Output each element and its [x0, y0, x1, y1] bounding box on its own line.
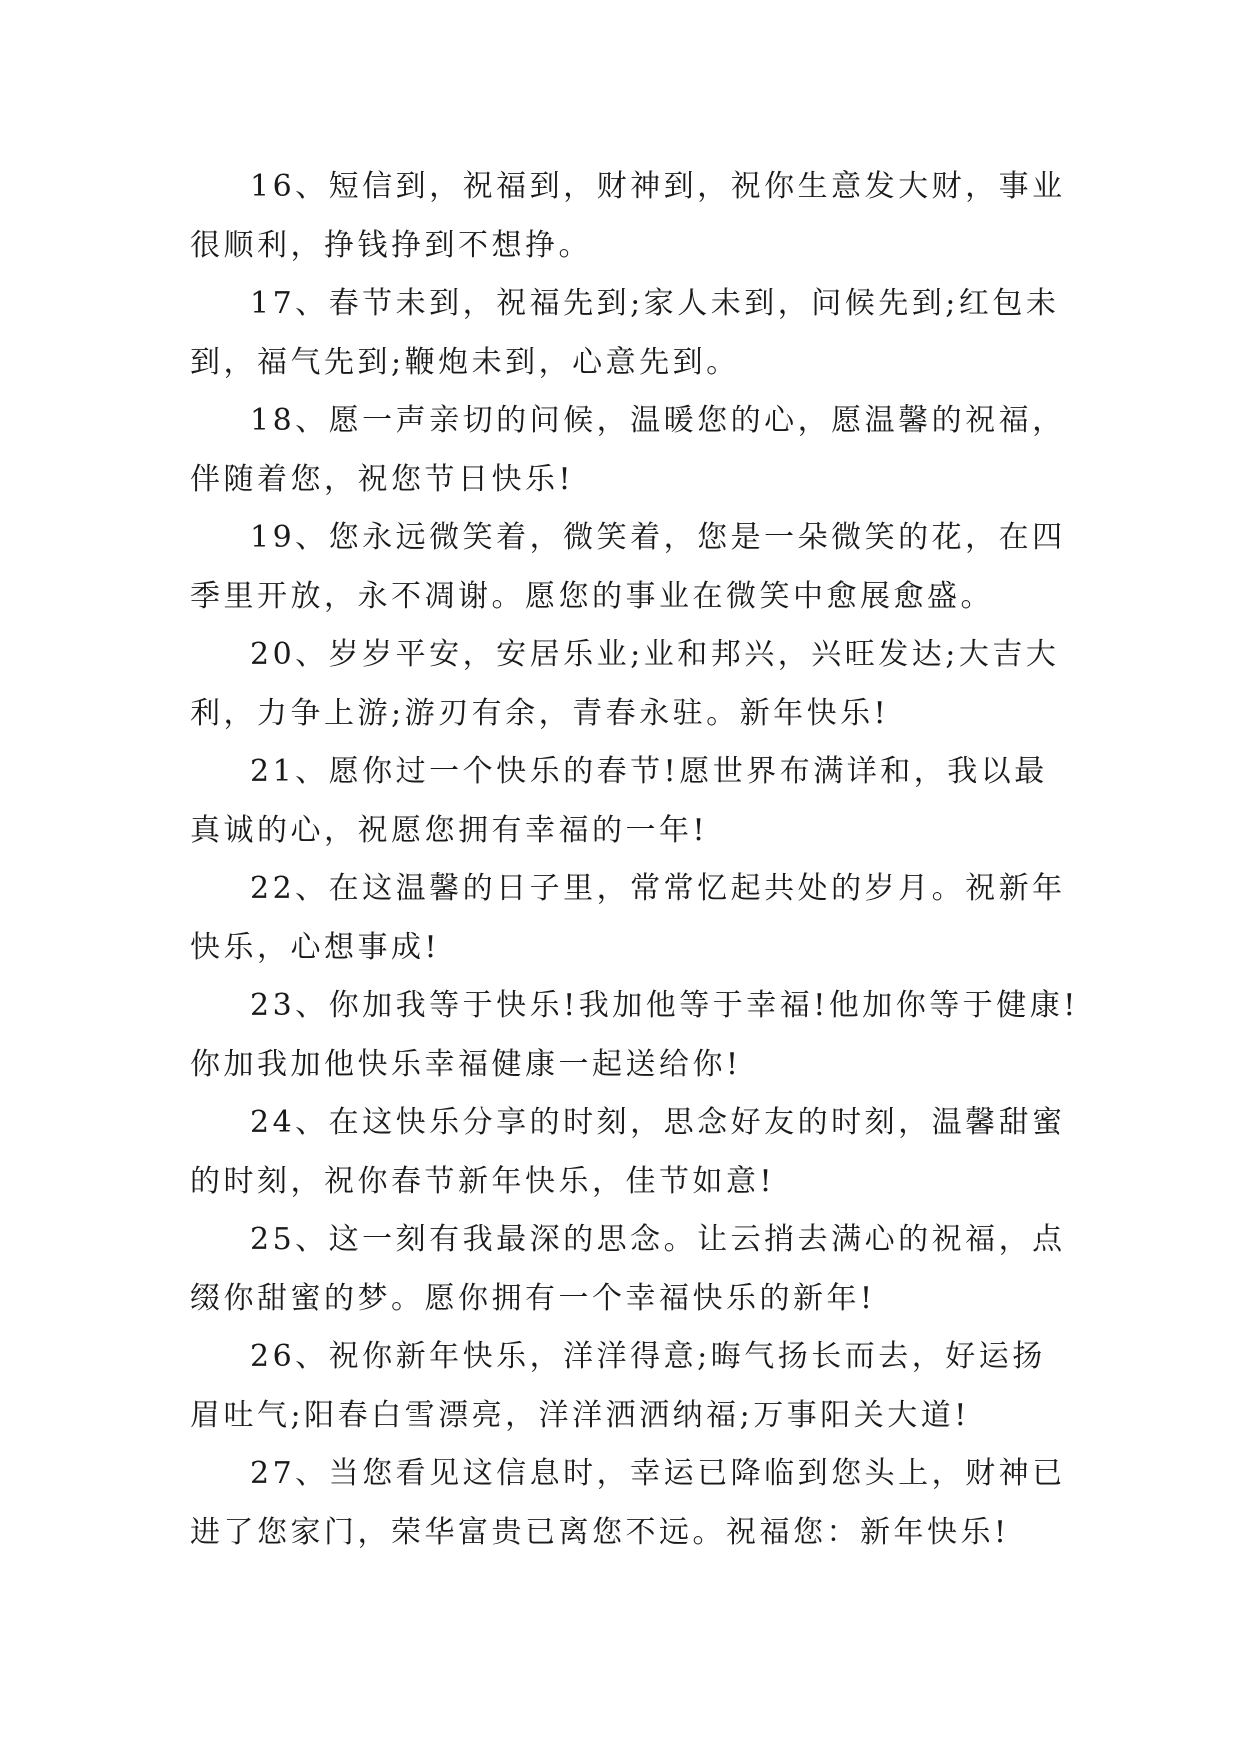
paragraph-line: 24、在这快乐分享的时刻，思念好友的时刻，温馨甜蜜 — [250, 1105, 1066, 1140]
paragraph-27 — [190, 1445, 1066, 1562]
paragraph-line: 真诚的心，祝愿您拥有幸福的一年! — [190, 812, 709, 848]
paragraph-24 — [190, 1094, 1066, 1211]
paragraph-line: 19、您永远微笑着，微笑着，您是一朵微笑的花，在四 — [250, 520, 1066, 555]
paragraph-16 — [190, 158, 1066, 275]
paragraph-20 — [190, 626, 1060, 743]
paragraph-line: 你加我加他快乐幸福健康一起送给你! — [190, 1046, 742, 1082]
paragraph-line: 到，福气先到;鞭炮未到，心意先到。 — [190, 344, 740, 380]
paragraph-line: 进了您家门，荣华富贵已离您不远。祝福您：新年快乐! — [190, 1514, 1010, 1550]
paragraph-line: 很顺利，挣钱挣到不想挣。 — [190, 227, 592, 263]
paragraph-22 — [190, 860, 1066, 977]
paragraph-line: 20、岁岁平安，安居乐业;业和邦兴，兴旺发达;大吉大 — [250, 637, 1060, 672]
paragraph-line: 23、你加我等于快乐!我加他等于幸福!他加你等于健康! — [250, 988, 1079, 1023]
paragraph-line: 快乐，心想事成! — [190, 929, 441, 965]
paragraph-line: 22、在这温馨的日子里，常常忆起共处的岁月。祝新年 — [250, 871, 1066, 906]
paragraph-line: 缀你甜蜜的梦。愿你拥有一个幸福快乐的新年! — [190, 1280, 876, 1316]
document-body — [190, 158, 1079, 1562]
paragraph-line: 眉吐气;阳春白雪漂亮，洋洋洒洒纳福;万事阳关大道! — [190, 1397, 970, 1433]
paragraph-line: 利，力争上游;游刃有余，青春永驻。新年快乐! — [190, 695, 890, 731]
paragraph-18 — [190, 392, 1066, 509]
paragraph-21 — [190, 743, 1060, 860]
paragraph-line: 伴随着您，祝您节日快乐! — [190, 461, 575, 497]
paragraph-line: 季里开放，永不凋谢。愿您的事业在微笑中愈展愈盛。 — [190, 578, 994, 614]
paragraph-line: 的时刻，祝你春节新年快乐，佳节如意! — [190, 1163, 776, 1199]
paragraph-line: 25、这一刻有我最深的思念。让云捎去满心的祝福，点 — [250, 1222, 1066, 1257]
paragraph-25 — [190, 1211, 1066, 1328]
paragraph-line: 21、愿你过一个快乐的春节!愿世界布满详和，我以最 — [250, 754, 1048, 789]
paragraph-19 — [190, 509, 1066, 626]
paragraph-line: 17、春节未到，祝福先到;家人未到，问候先到;红包未 — [250, 286, 1060, 321]
paragraph-line: 18、愿一声亲切的问候，温暖您的心，愿温馨的祝福， — [250, 403, 1066, 438]
paragraph-26 — [190, 1328, 1060, 1445]
paragraph-line: 16、短信到，祝福到，财神到，祝你生意发大财，事业 — [250, 169, 1066, 204]
paragraph-17 — [190, 275, 1060, 392]
paragraph-23 — [190, 977, 1079, 1094]
paragraph-line: 26、祝你新年快乐，洋洋得意;晦气扬长而去，好运扬 — [250, 1339, 1046, 1374]
paragraph-line: 27、当您看见这信息时，幸运已降临到您头上，财神已 — [250, 1456, 1066, 1491]
